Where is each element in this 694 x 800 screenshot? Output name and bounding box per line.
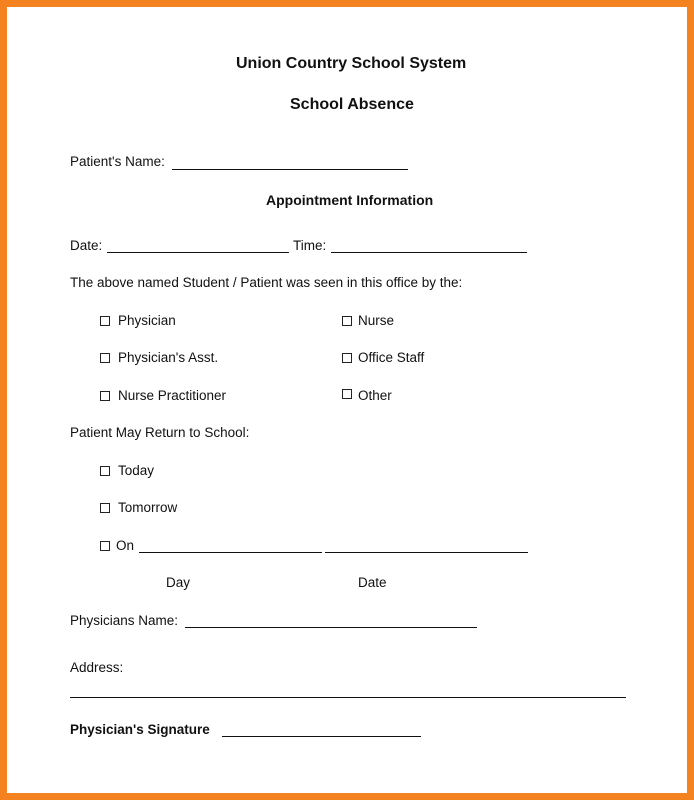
today-checkbox[interactable] — [100, 466, 110, 476]
tomorrow-label: Tomorrow — [118, 500, 178, 515]
address-label: Address: — [70, 660, 124, 675]
tomorrow-checkbox[interactable] — [100, 503, 110, 513]
office-staff-label: Office Staff — [358, 350, 425, 365]
return-date-field[interactable] — [325, 552, 528, 553]
nurse-practitioner-label: Nurse Practitioner — [118, 388, 227, 403]
other-label: Other — [358, 388, 392, 403]
day-caption: Day — [166, 575, 191, 590]
physician-name-field[interactable] — [185, 627, 477, 628]
appointment-heading: Appointment Information — [266, 192, 434, 208]
patient-name-field[interactable] — [172, 169, 408, 170]
nurse-checkbox[interactable] — [342, 316, 352, 326]
nurse-practitioner-checkbox[interactable] — [100, 391, 110, 401]
address-field[interactable] — [70, 697, 626, 698]
patient-name-label: Patient's Name: — [70, 154, 165, 169]
physician-label: Physician — [118, 313, 176, 328]
seen-by-prompt: The above named Student / Patient was seen in this office by the: — [70, 275, 463, 290]
physician-name-label: Physicians Name: — [70, 613, 179, 628]
return-prompt: Patient May Return to School: — [70, 425, 250, 440]
date-field[interactable] — [107, 252, 289, 253]
signature-field[interactable] — [222, 736, 421, 737]
date-caption: Date — [358, 575, 387, 590]
physicians-asst-checkbox[interactable] — [100, 353, 110, 363]
signature-label: Physician's Signature — [70, 722, 210, 737]
office-staff-checkbox[interactable] — [342, 353, 352, 363]
today-label: Today — [118, 463, 155, 478]
other-checkbox[interactable] — [342, 389, 352, 399]
nurse-label: Nurse — [358, 313, 395, 328]
time-label: Time: — [293, 238, 327, 253]
date-label: Date: — [70, 238, 103, 253]
return-day-field[interactable] — [139, 552, 322, 553]
on-checkbox[interactable] — [100, 541, 110, 551]
physicians-asst-label: Physician's Asst. — [118, 350, 219, 365]
time-field[interactable] — [331, 252, 527, 253]
physician-checkbox[interactable] — [100, 316, 110, 326]
on-label: On — [116, 538, 135, 553]
form-title: School Absence — [290, 96, 414, 113]
org-title: Union Country School System — [236, 55, 467, 72]
